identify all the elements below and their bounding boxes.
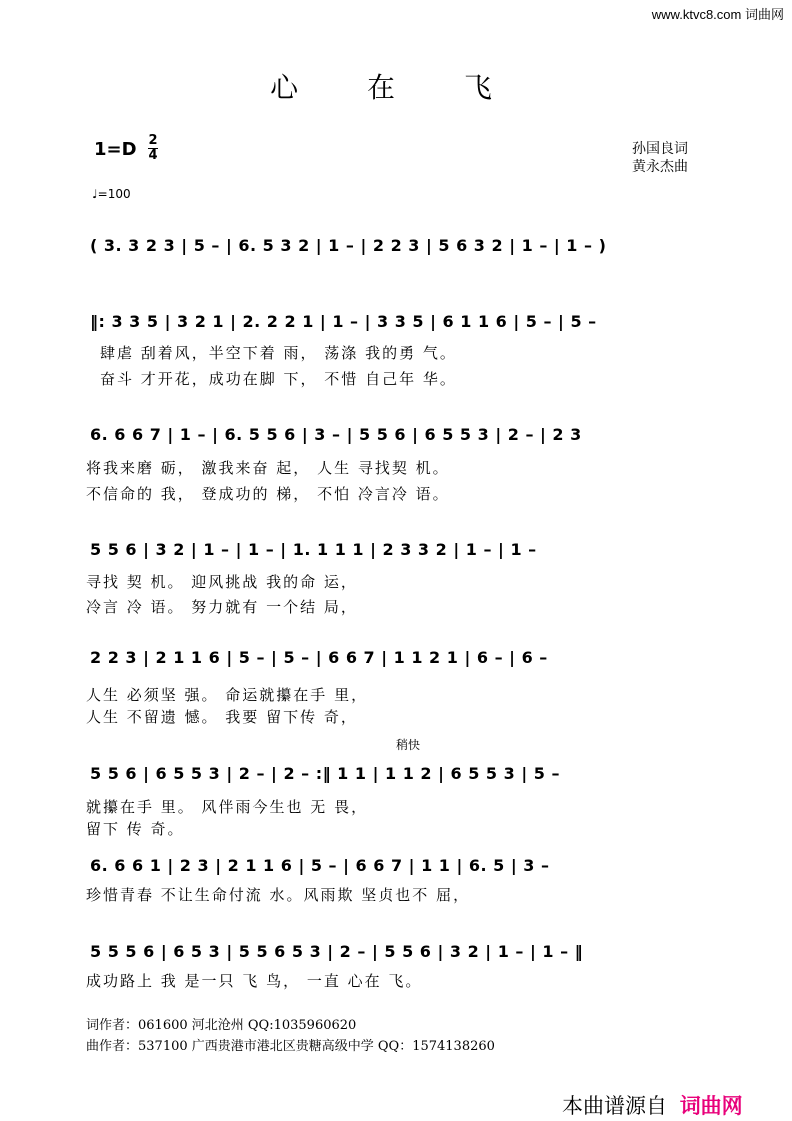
lyric-row-2-verse-2: 不信命的 我， 登成功的 梯， 不怕 冷言冷 语。	[86, 485, 450, 503]
lyric-row-1-verse-2: 奋斗 才开花，成功在脚 下， 不惜 自己年 华。	[100, 370, 457, 388]
footer	[562, 1090, 743, 1120]
tempo-marking: 稍快	[396, 738, 421, 752]
time-signature-top: 2	[148, 133, 158, 148]
time-signature-bottom: 4	[148, 148, 158, 163]
lyric-row-5-verse-1: 就攥在手 里。 风伴雨今生也 无 畏，	[86, 798, 369, 816]
site-header	[652, 4, 784, 23]
lyric-row-4-verse-2: 人生 不留遗 憾。 我要 留下传 奇，	[86, 708, 358, 726]
lyric-row-1-verse-1: 肆虐 刮着风，半空下着 雨， 荡涤 我的勇 气。	[100, 344, 457, 362]
site-name: 词曲网	[744, 7, 784, 22]
lyric-row-6-verse-1: 珍惜青春 不让生命付流 水。风雨欺 坚贞也不 屈，	[86, 886, 471, 904]
lyric-row-4-verse-1: 人生 必须坚 强。 命运就攥在手 里，	[86, 686, 369, 704]
notation-row-0: ( 3. 3 2 3 | 5 – | 6. 5 3 2 | 1 – | 2 2 3 | 5 6 3 2 | 1 – | 1 – )	[90, 236, 607, 255]
notation-row-2: 6. 6 6 7 | 1 – | 6. 5 5 6 | 3 – | 5 5 6 | 6 5 5 3 | 2 – | 2 3	[90, 425, 582, 444]
site-url[interactable]: www.ktvc8.com	[651, 7, 742, 22]
composer: 黄永杰曲	[632, 159, 688, 175]
lyric-row-5-verse-2: 留下 传 奇。	[86, 820, 185, 838]
lyric-row-2-verse-1: 将我来磨 砺， 激我来奋 起， 人生 寻找契 机。	[86, 459, 450, 477]
lyric-row-3-verse-2: 冷言 冷 语。 努力就有 一个结 局，	[86, 598, 358, 616]
tempo: ♩=100	[92, 187, 131, 201]
notation-row-4: 2 2 3 | 2 1 1 6 | 5 – | 5 – | 6 6 7 | 1 1 2 1 | 6 – | 6 –	[90, 648, 548, 667]
lyricist: 孙国良词	[632, 141, 688, 157]
lyric-row-3-verse-1: 寻找 契 机。 迎风挑战 我的命 运，	[86, 573, 358, 591]
notation-row-1: ‖: 3 3 5 | 3 2 1 | 2. 2 2 1 | 1 – | 3 3 5 | 6 1 1 6 | 5 – | 5 –	[90, 312, 597, 331]
key-signature: 1=D	[94, 139, 137, 160]
time-signature	[148, 134, 158, 163]
song-title: 心 在 飞	[270, 71, 522, 104]
footer-source-site[interactable]: 词曲网	[679, 1094, 743, 1118]
lyric-row-7-verse-1: 成功路上 我 是一只 飞 鸟， 一直 心在 飞。	[86, 972, 423, 990]
footer-source-label: 本曲谱源自	[562, 1094, 667, 1118]
lyricist-credit: 词作者：061600 河北沧州 QQ:1035960620	[86, 1018, 357, 1033]
notation-row-7: 5 5 5 6 | 6 5 3 | 5 5 6 5 3 | 2 – | 5 5 6 | 3 2 | 1 – | 1 – ‖	[90, 942, 584, 961]
notation-row-5: 5 5 6 | 6 5 5 3 | 2 – | 2 – :‖ 1 1 | 1 1 2 | 6 5 5 3 | 5 –	[90, 764, 560, 783]
notation-row-3: 5 5 6 | 3 2 | 1 – | 1 – | 1. 1 1 1 | 2 3 3 2 | 1 – | 1 –	[90, 540, 537, 559]
composer-credit: 曲作者：537100 广西贵港市港北区贵糖高级中学 QQ：1574138260	[86, 1039, 495, 1054]
notation-row-6: 6. 6 6 1 | 2 3 | 2 1 1 6 | 5 – | 6 6 7 | 1 1 | 6. 5 | 3 –	[90, 856, 550, 875]
